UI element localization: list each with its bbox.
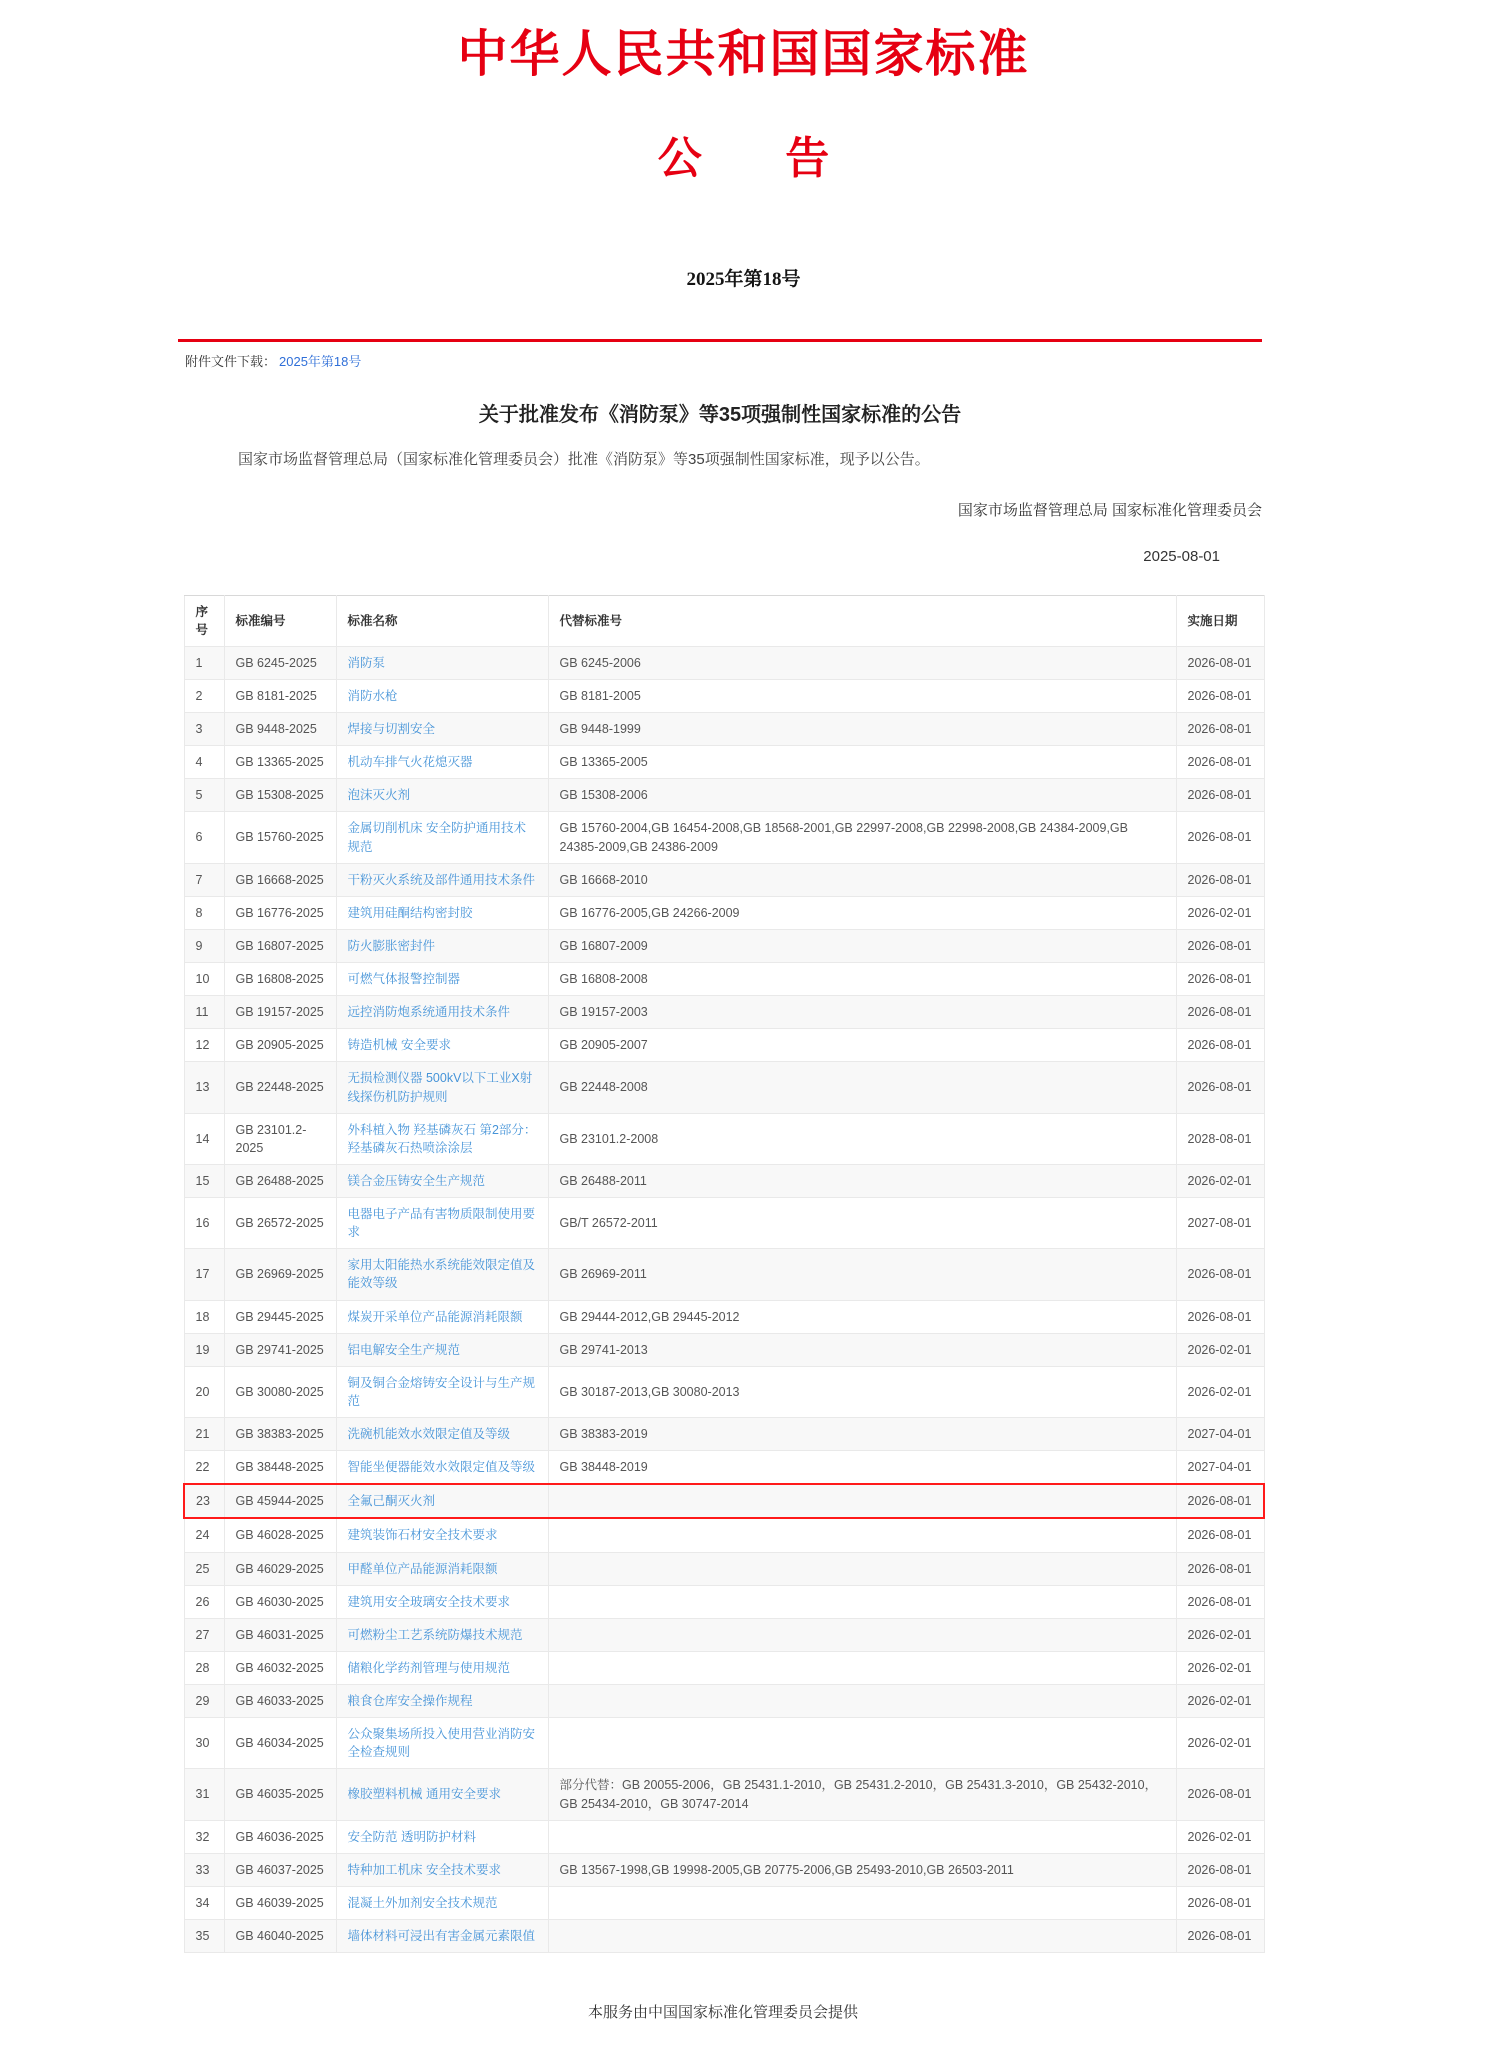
row-code: GB 46034-2025: [224, 1718, 336, 1769]
row-replaces: [548, 1886, 1176, 1919]
row-date: 2026-08-01: [1176, 679, 1264, 712]
row-replaces: GB 26488-2011: [548, 1164, 1176, 1197]
attachment-link[interactable]: 2025年第18号: [279, 354, 362, 369]
standard-name-link[interactable]: 混凝土外加剂安全技术规范: [347, 1895, 498, 1910]
row-seq: 25: [184, 1552, 224, 1585]
table-row: [184, 1366, 1264, 1417]
red-divider: [178, 339, 1262, 342]
row-code: GB 22448-2025: [224, 1062, 336, 1113]
table-row: [184, 929, 1264, 962]
standard-name-link[interactable]: 墙体材料可浸出有害金属元素限值: [347, 1929, 536, 1943]
row-date: 2026-02-01: [1176, 1685, 1264, 1718]
row-date: 2026-08-01: [1176, 1062, 1264, 1113]
doc-subtitle: 公 告: [657, 134, 850, 183]
doc-title: 中华人民共和国国家标准: [457, 26, 1030, 82]
row-name-cell: [336, 929, 548, 962]
standard-name-link[interactable]: 粮食仓库安全操作规程: [347, 1694, 473, 1708]
row-name-cell: [336, 1552, 548, 1585]
standard-name-link[interactable]: 电器电子产品有害物质限制使用要求: [347, 1207, 536, 1240]
standard-name-link[interactable]: 特种加工机床 安全技术要求: [347, 1862, 501, 1877]
row-date: 2026-02-01: [1176, 896, 1264, 929]
row-seq: 17: [184, 1249, 224, 1300]
standard-name-link[interactable]: 建筑用硅酮结构密封胶: [347, 905, 473, 920]
table-row: [184, 646, 1264, 679]
row-seq: 19: [184, 1333, 224, 1366]
row-date: 2026-08-01: [1176, 1920, 1264, 1953]
table-row: [184, 679, 1264, 712]
row-code: GB 29445-2025: [224, 1300, 336, 1333]
row-replaces: [548, 1685, 1176, 1718]
table-header-row: [184, 595, 1264, 646]
row-date: 2026-08-01: [1176, 963, 1264, 996]
row-name-cell: [336, 1685, 548, 1718]
row-replaces: GB 16808-2008: [548, 963, 1176, 996]
col-header-replaces: 代替标准号: [548, 595, 1176, 646]
row-seq: 29: [184, 1685, 224, 1718]
row-name-cell: [336, 746, 548, 779]
table-row: [184, 963, 1264, 996]
row-name-cell: [336, 1113, 548, 1164]
row-replaces: [548, 1585, 1176, 1618]
standard-name-link[interactable]: 焊接与切割安全: [347, 722, 436, 736]
row-seq: 27: [184, 1618, 224, 1651]
row-seq: 26: [184, 1585, 224, 1618]
row-name-cell: [336, 812, 548, 863]
table-row: [184, 1552, 1264, 1585]
row-name-cell: [336, 1164, 548, 1197]
row-replaces: GB 16668-2010: [548, 863, 1176, 896]
col-header-code: 标准编号: [224, 595, 336, 646]
row-code: GB 23101.2-2025: [224, 1113, 336, 1164]
row-date: 2026-02-01: [1176, 1820, 1264, 1853]
announcement-signer: 国家市场监督管理总局 国家标准化管理委员会: [957, 501, 1262, 519]
table-row: [184, 1333, 1264, 1366]
row-code: GB 46031-2025: [224, 1618, 336, 1651]
standard-name-link[interactable]: 无损检测仪器 500kV以下工业X射线探伤机防护规则: [347, 1071, 533, 1104]
row-code: GB 6245-2025: [224, 646, 336, 679]
table-row: [184, 1585, 1264, 1618]
table-row: [184, 1198, 1264, 1249]
standard-name-link[interactable]: 金属切削机床 安全防护通用技术规范: [347, 821, 526, 854]
row-seq: 13: [184, 1062, 224, 1113]
standard-name-link[interactable]: 甲醛单位产品能源消耗限额: [347, 1561, 498, 1576]
row-seq: 16: [184, 1198, 224, 1249]
row-replaces: [548, 1718, 1176, 1769]
col-header-date: 实施日期: [1176, 595, 1264, 646]
row-date: 2026-02-01: [1176, 1718, 1264, 1769]
attachment-row: [185, 351, 1487, 370]
row-seq: 11: [184, 996, 224, 1029]
row-code: GB 15760-2025: [224, 812, 336, 863]
row-name-cell: [336, 1518, 548, 1552]
row-code: GB 46033-2025: [224, 1685, 336, 1718]
row-replaces: GB/T 26572-2011: [548, 1198, 1176, 1249]
row-name-cell: [336, 646, 548, 679]
row-replaces: [548, 1618, 1176, 1651]
row-seq: 9: [184, 929, 224, 962]
standard-name-link[interactable]: 防火膨胀密封件: [347, 938, 436, 953]
row-replaces: GB 38448-2019: [548, 1451, 1176, 1485]
row-name-cell: [336, 1920, 548, 1953]
row-seq: 18: [184, 1300, 224, 1333]
row-date: 2026-08-01: [1176, 713, 1264, 746]
row-seq: 15: [184, 1164, 224, 1197]
table-row: [184, 779, 1264, 812]
table-row: [184, 746, 1264, 779]
row-seq: 14: [184, 1113, 224, 1164]
standard-name-link[interactable]: 泡沫灭火剂: [347, 788, 411, 803]
standard-name-link[interactable]: 家用太阳能热水系统能效限定值及能效等级: [347, 1258, 536, 1291]
announcement-body: 国家市场监督管理总局（国家标准化管理委员会）批准《消防泵》等35项强制性国家标准，现予以公告。: [238, 451, 930, 468]
row-seq: 3: [184, 713, 224, 746]
standard-name-link[interactable]: 煤炭开采单位产品能源消耗限额: [347, 1309, 523, 1324]
row-code: GB 38383-2025: [224, 1418, 336, 1451]
row-date: 2026-08-01: [1176, 1886, 1264, 1919]
row-date: 2026-08-01: [1176, 746, 1264, 779]
row-date: 2026-02-01: [1176, 1333, 1264, 1366]
row-replaces: [548, 1651, 1176, 1684]
row-date: 2028-08-01: [1176, 1113, 1264, 1164]
row-code: GB 16808-2025: [224, 963, 336, 996]
row-name-cell: [336, 896, 548, 929]
row-name-cell: [336, 1418, 548, 1451]
col-header-seq: 序号: [184, 595, 224, 646]
row-name-cell: [336, 1718, 548, 1769]
table-row-highlighted: [184, 1484, 1264, 1518]
row-code: GB 46035-2025: [224, 1769, 336, 1820]
row-date: 2026-08-01: [1176, 779, 1264, 812]
table-row: [184, 1164, 1264, 1197]
row-seq: 34: [184, 1886, 224, 1919]
row-name-cell: [336, 1249, 548, 1300]
row-name-cell: [336, 1366, 548, 1417]
row-code: GB 26969-2025: [224, 1249, 336, 1300]
row-code: GB 46028-2025: [224, 1518, 336, 1552]
row-code: GB 46029-2025: [224, 1552, 336, 1585]
row-name-cell: [336, 1585, 548, 1618]
issue-number: 2025年第18号: [686, 269, 801, 290]
standard-name-link[interactable]: 机动车排气火花熄灭器: [347, 755, 473, 770]
row-seq: 10: [184, 963, 224, 996]
row-date: 2027-08-01: [1176, 1198, 1264, 1249]
row-code: GB 20905-2025: [224, 1029, 336, 1062]
row-date: 2026-08-01: [1176, 996, 1264, 1029]
row-code: GB 46037-2025: [224, 1853, 336, 1886]
standards-table: [183, 595, 1265, 1954]
row-name-cell: [336, 1300, 548, 1333]
row-name-cell: [336, 963, 548, 996]
standard-name-link[interactable]: 干粉灭火系统及部件通用技术条件: [347, 872, 536, 887]
row-replaces: GB 13567-1998,GB 19998-2005,GB 20775-2006,GB 25493-2010,GB 26503-2011: [548, 1853, 1176, 1886]
row-replaces: GB 29741-2013: [548, 1333, 1176, 1366]
row-replaces: GB 22448-2008: [548, 1062, 1176, 1113]
table-row: [184, 713, 1264, 746]
row-name-cell: [336, 1769, 548, 1820]
row-code: GB 9448-2025: [224, 713, 336, 746]
standard-name-link[interactable]: 可燃气体报警控制器: [347, 972, 461, 986]
row-seq: 35: [184, 1920, 224, 1953]
standard-name-link[interactable]: 洗碗机能效水效限定值及等级: [347, 1427, 511, 1441]
table-row: [184, 896, 1264, 929]
row-name-cell: [336, 1484, 548, 1518]
row-date: 2026-08-01: [1176, 929, 1264, 962]
row-date: 2026-08-01: [1176, 646, 1264, 679]
table-row: [184, 1113, 1264, 1164]
standard-name-link[interactable]: 建筑装饰石材安全技术要求: [347, 1528, 498, 1543]
row-seq: 33: [184, 1853, 224, 1886]
row-date: 2026-02-01: [1176, 1366, 1264, 1417]
row-replaces: GB 19157-2003: [548, 996, 1176, 1029]
row-name-cell: [336, 1886, 548, 1919]
row-date: 2026-08-01: [1176, 812, 1264, 863]
row-name-cell: [336, 713, 548, 746]
row-replaces: GB 20905-2007: [548, 1029, 1176, 1062]
table-row: [184, 1886, 1264, 1919]
row-code: GB 16776-2025: [224, 896, 336, 929]
row-replaces: GB 16807-2009: [548, 929, 1176, 962]
row-code: GB 46040-2025: [224, 1920, 336, 1953]
row-code: GB 46030-2025: [224, 1585, 336, 1618]
standard-name-link[interactable]: 智能坐便器能效水效限定值及等级: [347, 1460, 536, 1475]
announcement-section: [178, 398, 1262, 565]
row-code: GB 19157-2025: [224, 996, 336, 1029]
row-code: GB 15308-2025: [224, 779, 336, 812]
row-seq: 32: [184, 1820, 224, 1853]
row-seq: 31: [184, 1769, 224, 1820]
row-date: 2026-08-01: [1176, 1585, 1264, 1618]
table-row: [184, 1618, 1264, 1651]
row-seq: 5: [184, 779, 224, 812]
row-code: GB 29741-2025: [224, 1333, 336, 1366]
row-seq: 2: [184, 679, 224, 712]
row-name-cell: [336, 679, 548, 712]
table-row: [184, 1029, 1264, 1062]
standard-name-link[interactable]: 远控消防炮系统通用技术条件: [347, 1005, 511, 1020]
col-header-name: 标准名称: [336, 595, 548, 646]
row-replaces: GB 9448-1999: [548, 713, 1176, 746]
row-name-cell: [336, 779, 548, 812]
table-row: [184, 1820, 1264, 1853]
row-name-cell: [336, 1451, 548, 1485]
row-code: GB 16668-2025: [224, 863, 336, 896]
row-name-cell: [336, 1853, 548, 1886]
row-seq: 1: [184, 646, 224, 679]
table-row: [184, 1651, 1264, 1684]
announcement-date: 2025-08-01: [1143, 547, 1220, 565]
row-replaces: [548, 1552, 1176, 1585]
row-date: 2026-08-01: [1176, 1769, 1264, 1820]
table-row: [184, 1451, 1264, 1485]
row-date: 2026-08-01: [1176, 1249, 1264, 1300]
standard-name-link[interactable]: 橡胶塑料机械 通用安全要求: [347, 1787, 501, 1802]
standard-name-link[interactable]: 铜及铜合金熔铸安全设计与生产规范: [347, 1375, 536, 1408]
row-date: 2026-08-01: [1176, 1552, 1264, 1585]
row-replaces: GB 16776-2005,GB 24266-2009: [548, 896, 1176, 929]
row-replaces: GB 13365-2005: [548, 746, 1176, 779]
row-replaces: [548, 1820, 1176, 1853]
row-replaces: [548, 1518, 1176, 1552]
row-replaces: GB 15760-2004,GB 16454-2008,GB 18568-2001,GB 22997-2008,GB 22998-2008,GB 24384-2009,GB 24385-2009,GB 24386-2009: [548, 812, 1176, 863]
standard-name-link[interactable]: 公众聚集场所投入使用营业消防安全检查规则: [347, 1727, 536, 1760]
row-code: GB 8181-2025: [224, 679, 336, 712]
row-date: 2026-02-01: [1176, 1618, 1264, 1651]
row-replaces: GB 8181-2005: [548, 679, 1176, 712]
row-date: 2026-02-01: [1176, 1651, 1264, 1684]
standard-name-link[interactable]: 消防泵: [347, 655, 386, 670]
table-row: [184, 1769, 1264, 1820]
row-date: 2026-08-01: [1176, 1484, 1264, 1518]
row-date: 2026-08-01: [1176, 1300, 1264, 1333]
row-date: 2026-08-01: [1176, 1853, 1264, 1886]
row-replaces: [548, 1920, 1176, 1953]
standard-name-link[interactable]: 铝电解安全生产规范: [347, 1342, 461, 1357]
standard-name-link[interactable]: 铸造机械 安全要求: [347, 1038, 451, 1053]
row-date: 2026-08-01: [1176, 863, 1264, 896]
row-date: 2026-02-01: [1176, 1164, 1264, 1197]
row-code: GB 46039-2025: [224, 1886, 336, 1919]
row-replaces: GB 29444-2012,GB 29445-2012: [548, 1300, 1176, 1333]
row-replaces: GB 38383-2019: [548, 1418, 1176, 1451]
table-row: [184, 1518, 1264, 1552]
row-date: 2027-04-01: [1176, 1451, 1264, 1485]
row-seq: 4: [184, 746, 224, 779]
row-name-cell: [336, 1029, 548, 1062]
table-row: [184, 863, 1264, 896]
row-code: GB 46032-2025: [224, 1651, 336, 1684]
row-code: GB 26572-2025: [224, 1198, 336, 1249]
standard-name-link[interactable]: 镁合金压铸安全生产规范: [347, 1173, 486, 1188]
row-seq: 20: [184, 1366, 224, 1417]
row-replaces: GB 15308-2006: [548, 779, 1176, 812]
row-name-cell: [336, 1618, 548, 1651]
standard-name-link[interactable]: 外科植入物 羟基磷灰石 第2部分：羟基磷灰石热喷涂涂层: [347, 1122, 537, 1155]
row-replaces: GB 6245-2006: [548, 646, 1176, 679]
row-code: GB 46036-2025: [224, 1820, 336, 1853]
row-replaces: GB 26969-2011: [548, 1249, 1176, 1300]
row-name-cell: [336, 1651, 548, 1684]
standard-name-link[interactable]: 安全防范 透明防护材料: [347, 1829, 476, 1844]
row-seq: 12: [184, 1029, 224, 1062]
standard-name-link[interactable]: 全氟己酮灭火剂: [347, 1494, 436, 1509]
row-name-cell: [336, 996, 548, 1029]
table-row: [184, 812, 1264, 863]
row-code: GB 30080-2025: [224, 1366, 336, 1417]
standard-name-link[interactable]: 消防水枪: [347, 688, 398, 703]
row-code: GB 45944-2025: [224, 1484, 336, 1518]
table-row: [184, 1920, 1264, 1953]
table-row: [184, 996, 1264, 1029]
row-replaces: GB 23101.2-2008: [548, 1113, 1176, 1164]
row-replaces: 部分代替：GB 20055-2006，GB 25431.1-2010，GB 25431.2-2010，GB 25431.3-2010，GB 25432-2010，GB 25434-2010，GB 30747-2014: [548, 1769, 1176, 1820]
table-row: [184, 1249, 1264, 1300]
row-seq: 8: [184, 896, 224, 929]
table-row: [184, 1300, 1264, 1333]
row-code: GB 26488-2025: [224, 1164, 336, 1197]
table-row: [184, 1062, 1264, 1113]
row-seq: 23: [184, 1484, 224, 1518]
row-date: 2026-08-01: [1176, 1518, 1264, 1552]
table-row: [184, 1853, 1264, 1886]
row-seq: 22: [184, 1451, 224, 1485]
row-name-cell: [336, 863, 548, 896]
announcement-title: 关于批准发布《消防泵》等35项强制性国家标准的公告: [478, 404, 962, 426]
standard-name-link[interactable]: 可燃粉尘工艺系统防爆技术规范: [347, 1627, 523, 1642]
row-code: GB 16807-2025: [224, 929, 336, 962]
row-name-cell: [336, 1820, 548, 1853]
table-row: [184, 1718, 1264, 1769]
footer-text: 本服务由中国国家标准化管理委员会提供: [587, 2004, 858, 2022]
row-date: 2027-04-01: [1176, 1418, 1264, 1451]
table-row: [184, 1685, 1264, 1718]
row-date: 2026-08-01: [1176, 1029, 1264, 1062]
row-name-cell: [336, 1198, 548, 1249]
row-seq: 21: [184, 1418, 224, 1451]
row-code: GB 38448-2025: [224, 1451, 336, 1485]
row-seq: 6: [184, 812, 224, 863]
row-name-cell: [336, 1062, 548, 1113]
standard-name-link[interactable]: 储粮化学药剂管理与使用规范: [347, 1660, 511, 1675]
row-seq: 28: [184, 1651, 224, 1684]
row-replaces: [548, 1484, 1176, 1518]
row-code: GB 13365-2025: [224, 746, 336, 779]
row-seq: 30: [184, 1718, 224, 1769]
table-row: [184, 1418, 1264, 1451]
row-seq: 24: [184, 1518, 224, 1552]
attachment-label: 附件文件下载：: [185, 354, 277, 369]
row-replaces: GB 30187-2013,GB 30080-2013: [548, 1366, 1176, 1417]
standard-name-link[interactable]: 建筑用安全玻璃安全技术要求: [347, 1594, 511, 1609]
row-seq: 7: [184, 863, 224, 896]
row-name-cell: [336, 1333, 548, 1366]
